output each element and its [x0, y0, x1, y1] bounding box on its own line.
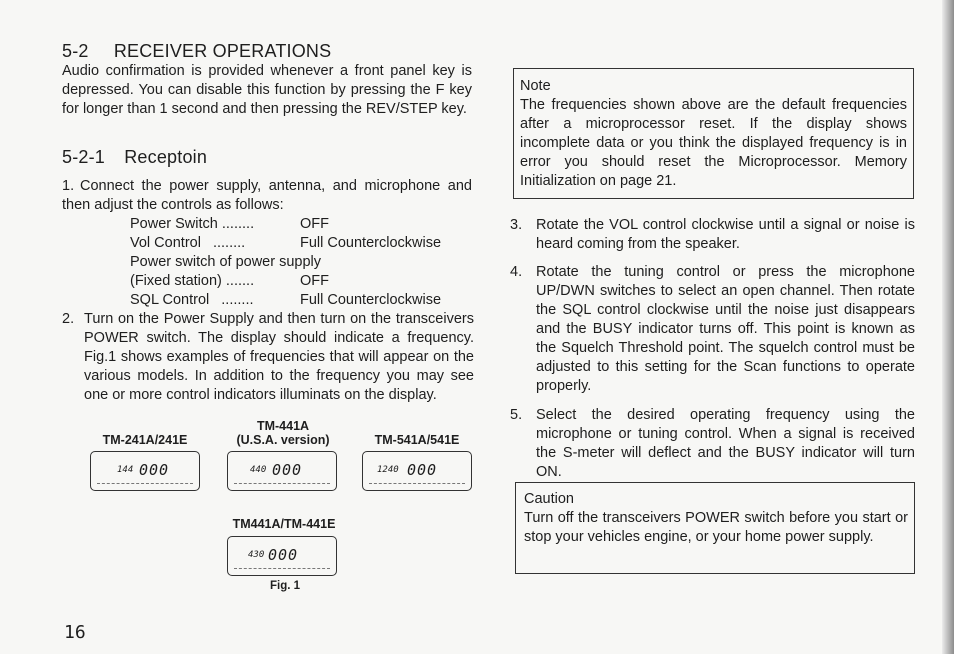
step-number: 3.: [510, 217, 523, 233]
control-setting: Full Counterclockwise: [300, 292, 442, 308]
lcd-digits: 000: [407, 461, 438, 479]
step-3-text: Rotate the VOL control clockwise until a signal or noise is heard coming from the speaker.: [536, 217, 915, 252]
control-setting: OFF: [300, 216, 329, 232]
control-row: [130, 272, 254, 291]
step-5: [510, 406, 915, 482]
subsection-number: 5-2-1: [62, 147, 106, 167]
section-intro: Audio confirmation is provided whenever a front panel key is depressed. You can disable this function by pressing the F key for longer than 1 second and then pressing the REV/STEP key.: [62, 63, 472, 117]
step-5-text: Select the desired operating frequency using the microphone or tuning control. When a signal is received the S-meter will deflect and the BUSY indicator will turn ON.: [536, 407, 915, 480]
control-name: Vol Control: [130, 235, 201, 251]
step-text: [62, 177, 472, 215]
figure-model-label: TM-441A: [256, 419, 310, 433]
figure-model-label: TM-241A/241E: [102, 433, 188, 447]
control-name: Power Switch: [130, 216, 218, 232]
note-text: The frequencies shown above are the default frequencies after a microprocessor reset. If the display shows incomplete data or you think the displayed frequency is in error you should reset the Microprocessor. Memory Initialization on page 21.: [520, 97, 907, 189]
step-4-text: Rotate the tuning control or press the microphone UP/DWN switches to select an open channel. Then rotate the SQL control clockwise until the noise just disappears and the BUSY indicator turns off. This point is known as the Squelch Threshold point. The squelch control must be adjusted to this setting for the Scan functions to operate properly.: [536, 264, 915, 394]
step-number: 2.: [62, 311, 75, 327]
section-heading: [62, 41, 331, 62]
control-dots: ........: [221, 292, 254, 308]
control-setting: Full Counterclockwise: [300, 235, 442, 251]
control-row: [130, 253, 321, 272]
lcd-indicator-row: [234, 568, 330, 569]
control-dots: ........: [221, 216, 255, 232]
lcd-prefix: 430: [248, 550, 265, 560]
step-number: 5.: [510, 407, 523, 423]
lcd-display: [362, 451, 472, 491]
step-number: 1.: [62, 178, 75, 194]
caution-title: Caution: [524, 491, 574, 507]
lcd-indicator-row: [234, 483, 330, 484]
lcd-display: [227, 536, 337, 576]
page-number: 16: [64, 622, 86, 643]
control-setting: OFF: [300, 273, 329, 289]
figure-model-label: TM441A/TM-441E: [232, 517, 336, 531]
caution-box: [515, 482, 915, 574]
figure-caption: Fig. 1: [270, 580, 301, 592]
show-through-text: [770, 36, 774, 51]
page-edge-shadow: [942, 0, 954, 654]
step-4: [510, 263, 915, 396]
step-1: [62, 177, 472, 215]
lcd-display: [90, 451, 200, 491]
step-3: [510, 216, 915, 254]
control-name: Power switch of power supply: [130, 254, 321, 270]
note-box: [513, 68, 914, 199]
lcd-digits: 000: [272, 461, 303, 479]
control-name: SQL Control: [130, 292, 210, 308]
lcd-prefix: 1240: [377, 465, 399, 475]
step-2-text: Turn on the Power Supply and then turn on the transceivers POWER switch. The display should indicate a frequency. Fig.1 shows examples of frequencies that will appear on the various models. In addition to the frequency you may see one or more control indicators illuminats on the display.: [84, 311, 474, 403]
figure-model-label: (U.S.A. version): [236, 433, 330, 447]
lcd-digits: 000: [139, 461, 170, 479]
figure-model-label: TM-541A/541E: [374, 433, 460, 447]
lcd-indicator-row: [369, 483, 465, 484]
step-1-text: Connect the power supply, antenna, and microphone and then adjust the controls as follows:: [62, 178, 472, 213]
section-title: RECEIVER OPERATIONS: [113, 41, 332, 61]
lcd-digits: 000: [268, 546, 299, 564]
section-number: 5-2: [62, 41, 89, 61]
control-name: (Fixed station): [130, 273, 222, 289]
control-row: [130, 234, 245, 253]
step-number: 4.: [510, 264, 523, 280]
step-2: [62, 310, 474, 405]
lcd-prefix: 144: [117, 465, 134, 475]
control-row: [130, 291, 254, 310]
lcd-indicator-row: [97, 483, 193, 484]
subsection-heading: [62, 147, 207, 168]
control-row: [130, 215, 254, 234]
lcd-display: [227, 451, 337, 491]
control-dots: .......: [225, 273, 255, 289]
lcd-prefix: 440: [250, 465, 267, 475]
control-dots: ........: [212, 235, 246, 251]
subsection-title: Receptoin: [124, 147, 208, 167]
caution-text: Turn off the transceivers POWER switch before you start or stop your vehicles engine, or your home power supply.: [524, 510, 908, 545]
note-title: Note: [520, 78, 551, 94]
